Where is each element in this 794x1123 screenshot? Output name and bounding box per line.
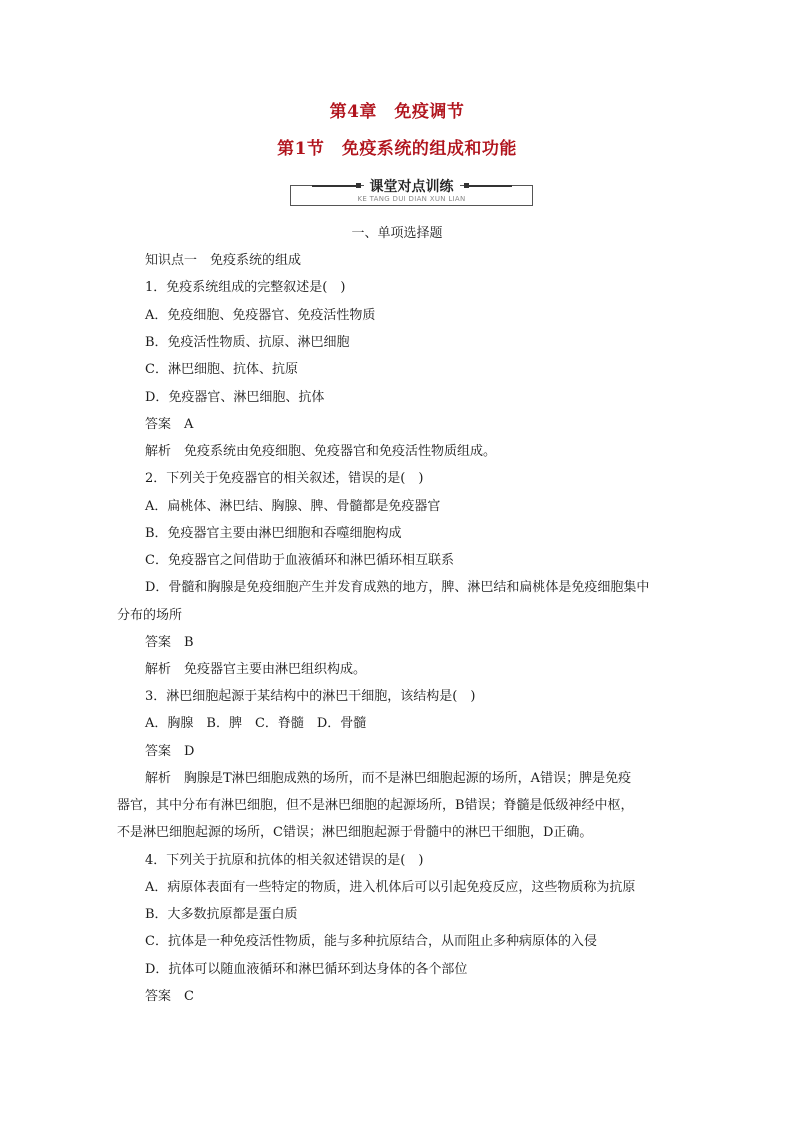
- option-d-continued: 分布的场所: [117, 608, 183, 623]
- banner-title: 课堂对点训练: [364, 179, 460, 195]
- analysis-row: [145, 440, 496, 459]
- option-a: A．病原体表面有一些特定的物质，进入机体后可以引起免疫反应，这些物质称为抗原: [145, 880, 636, 895]
- section-title: 第1节 免疫系统的组成和功能: [277, 139, 517, 159]
- option-c: C．抗体是一种免疫活性物质，能与多种抗原结合，从而阻止多种病原体的入侵: [145, 934, 597, 949]
- answer-value: B: [184, 635, 194, 650]
- option-b: B．免疫活性物质、抗原、淋巴细胞: [145, 335, 350, 350]
- knowledge-point: 知识点一 免疫系统的组成: [145, 253, 302, 268]
- option-c: C．淋巴细胞、抗体、抗原: [145, 362, 298, 377]
- option-b: B．大多数抗原都是蛋白质: [145, 907, 298, 922]
- chapter-title: 第4章 免疫调节: [329, 102, 465, 122]
- analysis-text: 胸腺是T淋巴细胞成熟的场所，而不是淋巴细胞起源的场所，A错误；脾是免疫: [184, 771, 632, 786]
- part-heading: 一、单项选择题: [351, 226, 443, 241]
- analysis-row: [145, 658, 366, 677]
- analysis-row: [145, 767, 631, 786]
- analysis-text: 免疫器官主要由淋巴组织构成。: [184, 662, 367, 677]
- option-d: D．抗体可以随血液循环和淋巴循环到达身体的各个部位: [145, 962, 468, 977]
- option-c: C．免疫器官之间借助于血液循环和淋巴循环相互联系: [145, 553, 454, 568]
- analysis-label: 解析: [145, 771, 172, 786]
- answer-label: 答案: [145, 989, 172, 1004]
- answer-value: D: [184, 744, 195, 759]
- option-a: A．免疫细胞、免疫器官、免疫活性物质: [145, 308, 376, 323]
- answer-row: [145, 631, 194, 650]
- answer-row: [145, 985, 194, 1004]
- option-a: A．扁桃体、淋巴结、胸腺、脾、骨髓都是免疫器官: [145, 499, 441, 514]
- answer-row: [145, 413, 193, 432]
- banner-subtitle: KE TANG DUI DIAN XUN LIAN: [357, 195, 466, 203]
- answer-label: 答案: [145, 635, 172, 650]
- answer-value: A: [184, 417, 194, 432]
- answer-label: 答案: [145, 744, 172, 759]
- section-banner: [290, 175, 533, 205]
- analysis-label: 解析: [145, 444, 172, 459]
- analysis-continued: 不是淋巴细胞起源的场所，C错误；淋巴细胞起源于骨髓中的淋巴干细胞，D正确。: [117, 825, 593, 840]
- question-stem: 1．免疫系统组成的完整叙述是( ): [145, 280, 346, 295]
- option-d: D．骨髓和胸腺是免疫细胞产生并发育成熟的地方，脾、淋巴结和扁桃体是免疫细胞集中: [145, 580, 650, 595]
- answer-value: C: [184, 989, 194, 1004]
- analysis-label: 解析: [145, 662, 172, 677]
- analysis-text: 免疫系统由免疫细胞、免疫器官和免疫活性物质组成。: [184, 444, 497, 459]
- options-inline: A．胸腺 B．脾 C．脊髓 D．骨髓: [145, 716, 367, 731]
- option-d: D．免疫器官、淋巴细胞、抗体: [145, 390, 325, 405]
- question-stem: 2．下列关于免疫器官的相关叙述，错误的是( ): [145, 471, 424, 486]
- answer-label: 答案: [145, 417, 172, 432]
- option-b: B．免疫器官主要由淋巴细胞和吞噬细胞构成: [145, 526, 402, 541]
- question-stem: 3．淋巴细胞起源于某结构中的淋巴干细胞，该结构是( ): [145, 689, 476, 704]
- analysis-continued: 器官，其中分布有淋巴细胞，但不是淋巴细胞的起源场所，B错误；脊髓是低级神经中枢，: [117, 798, 634, 813]
- question-stem: 4．下列关于抗原和抗体的相关叙述错误的是( ): [145, 853, 424, 868]
- answer-row: [145, 740, 194, 759]
